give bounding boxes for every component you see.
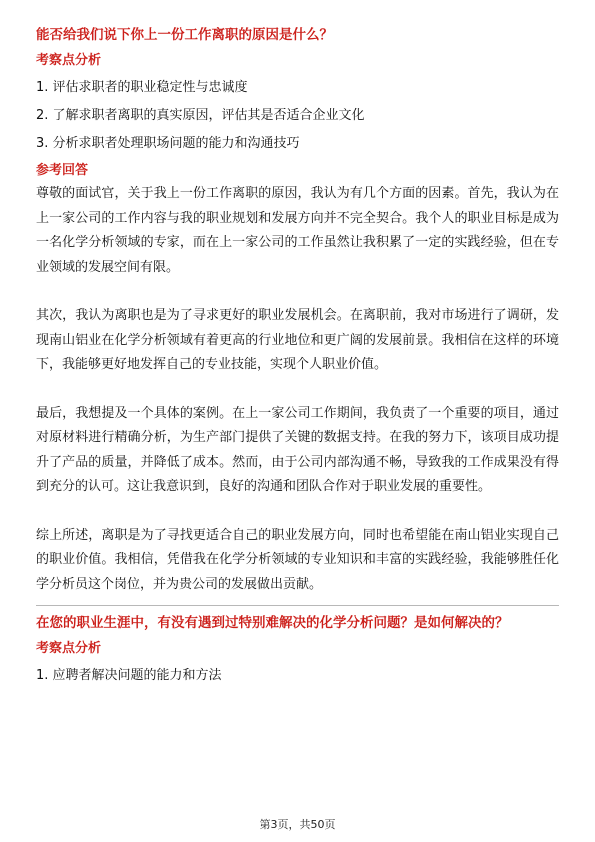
question-2-point-1: 1. 应聘者解决问题的能力和方法 (36, 668, 222, 683)
question-1-answer-heading: 参考回答 (36, 163, 89, 178)
answer-paragraph-4: 综上所述，离职是为了寻找更适合自己的职业发展方向，同时也希望能在南山铝业实现自己的职业价值。我相信，凭借我在化学分析领域的专业知识和丰富的实践经验，我能够胜任化学分析员这个岗位，并为贵公司的发展做出贡献。 (36, 527, 559, 592)
question-1-point-1: 1. 评估求职者的职业稳定性与忠诚度 (36, 80, 248, 95)
question-1-point-3: 3. 分析求职者处理职场问题的能力和沟通技巧 (36, 136, 300, 151)
question-1-point-2: 2. 了解求职者离职的真实原因，评估其是否适合企业文化 (36, 108, 365, 123)
question-2-title: 在您的职业生涯中，有没有遇到过特别难解决的化学分析问题？是如何解决的？ (36, 615, 509, 631)
question-1-title: 能否给我们说下你上一份工作离职的原因是什么？ (36, 27, 333, 43)
question-1-analysis-heading: 考察点分析 (36, 53, 102, 68)
question-2-analysis-heading: 考察点分析 (36, 641, 102, 656)
section-divider (36, 605, 559, 606)
document-page (36, 26, 559, 685)
page-number: 第3页，共50页 (259, 818, 336, 831)
answer-paragraph-3: 最后，我想提及一个具体的案例。在上一家公司工作期间，我负责了一个重要的项目，通过对原材料进行精确分析，为生产部门提供了关键的数据支持。在我的努力下，该项目成功提升了产品的质量，并降低了成本。然而，由于公司内部沟通不畅，导致我的工作成果没有得到充分的认可。这让我意识到，良好的沟通和团队合作对于职业发展的重要性。 (36, 405, 559, 494)
answer-paragraph-2: 其次，我认为离职也是为了寻求更好的职业发展机会。在离职前，我对市场进行了调研，发现南山铝业在化学分析领域有着更高的行业地位和更广阔的发展前景。我相信在这样的环境下，我能够更好地发挥自己的专业技能，实现个人职业价值。 (36, 308, 559, 372)
answer-paragraph-1: 尊敬的面试官，关于我上一份工作离职的原因，我认为有几个方面的因素。首先，我认为在上一家公司的工作内容与我的职业规划和发展方向并不完全契合。我个人的职业目标是成为一名化学分析领域的专家，而在上一家公司的工作虽然让我积累了一定的实践经验，但在专业领域的发展空间有限。 (36, 186, 559, 275)
